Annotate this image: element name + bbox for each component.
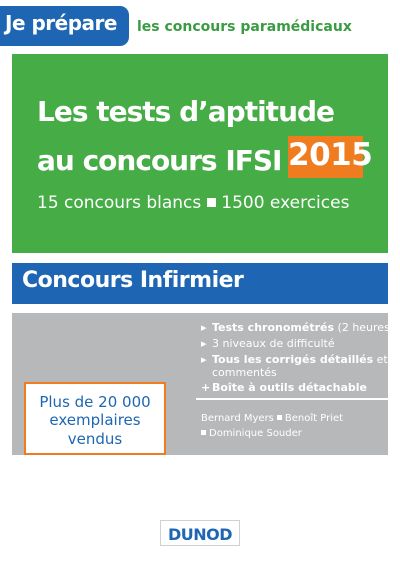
title-line-1: Les tests d’aptitude bbox=[37, 95, 335, 128]
sales-line-1: Plus de 20 000 bbox=[39, 393, 151, 411]
feature-2-text: 3 niveaux de difficulté bbox=[212, 337, 335, 350]
plus-bullet: + bbox=[201, 381, 211, 394]
sales-line-3: vendus bbox=[67, 430, 123, 448]
triangle-bullet-icon: ▸ bbox=[201, 353, 207, 366]
author-3: Dominique Souder bbox=[209, 428, 302, 439]
feature-3-bold: Tous les corrigés détaillés bbox=[212, 353, 374, 366]
author-2: Benoît Priet bbox=[284, 413, 344, 424]
square-bullet-icon bbox=[207, 198, 216, 207]
series-badge-label: Je prépare bbox=[5, 11, 117, 35]
publisher-name: DUNOD bbox=[167, 525, 233, 544]
title-line-2: au concours IFSI bbox=[37, 144, 282, 177]
feature-1-rest: (2 heures) bbox=[334, 321, 395, 334]
divider bbox=[196, 398, 388, 400]
subtitle bbox=[37, 193, 349, 213]
feature-corrections bbox=[201, 353, 388, 366]
sales-line-2: exemplaires bbox=[49, 411, 141, 429]
authors-line-2 bbox=[198, 428, 302, 439]
exam-band bbox=[12, 263, 388, 304]
author-1: Bernard Myers bbox=[201, 413, 274, 424]
feature-3-rest: et bbox=[373, 353, 388, 366]
feature-3-line-2: commentés bbox=[212, 366, 277, 379]
feature-4-bold: Boîte à outils détachable bbox=[212, 381, 367, 394]
exam-band-label: Concours Infirmier bbox=[22, 268, 244, 293]
feature-toolbox bbox=[201, 381, 367, 394]
triangle-bullet-icon: ▸ bbox=[201, 321, 207, 334]
year-badge bbox=[288, 136, 373, 178]
year-label: 2015 bbox=[288, 137, 373, 173]
series-badge bbox=[0, 6, 129, 46]
series-label: les concours paramédicaux bbox=[137, 19, 352, 35]
authors-line-1 bbox=[201, 413, 343, 424]
triangle-bullet-icon: ▸ bbox=[201, 337, 207, 350]
publisher-logo bbox=[160, 520, 240, 546]
square-bullet-icon bbox=[277, 415, 282, 420]
sales-box bbox=[24, 382, 166, 455]
feature-1-bold: Tests chronométrés bbox=[212, 321, 335, 334]
feature-levels bbox=[201, 337, 335, 350]
feature-timed-tests bbox=[201, 321, 394, 334]
subtitle-part-2: 1500 exercices bbox=[221, 193, 350, 213]
subtitle-part-1: 15 concours blancs bbox=[37, 193, 202, 213]
square-bullet-icon bbox=[201, 430, 206, 435]
